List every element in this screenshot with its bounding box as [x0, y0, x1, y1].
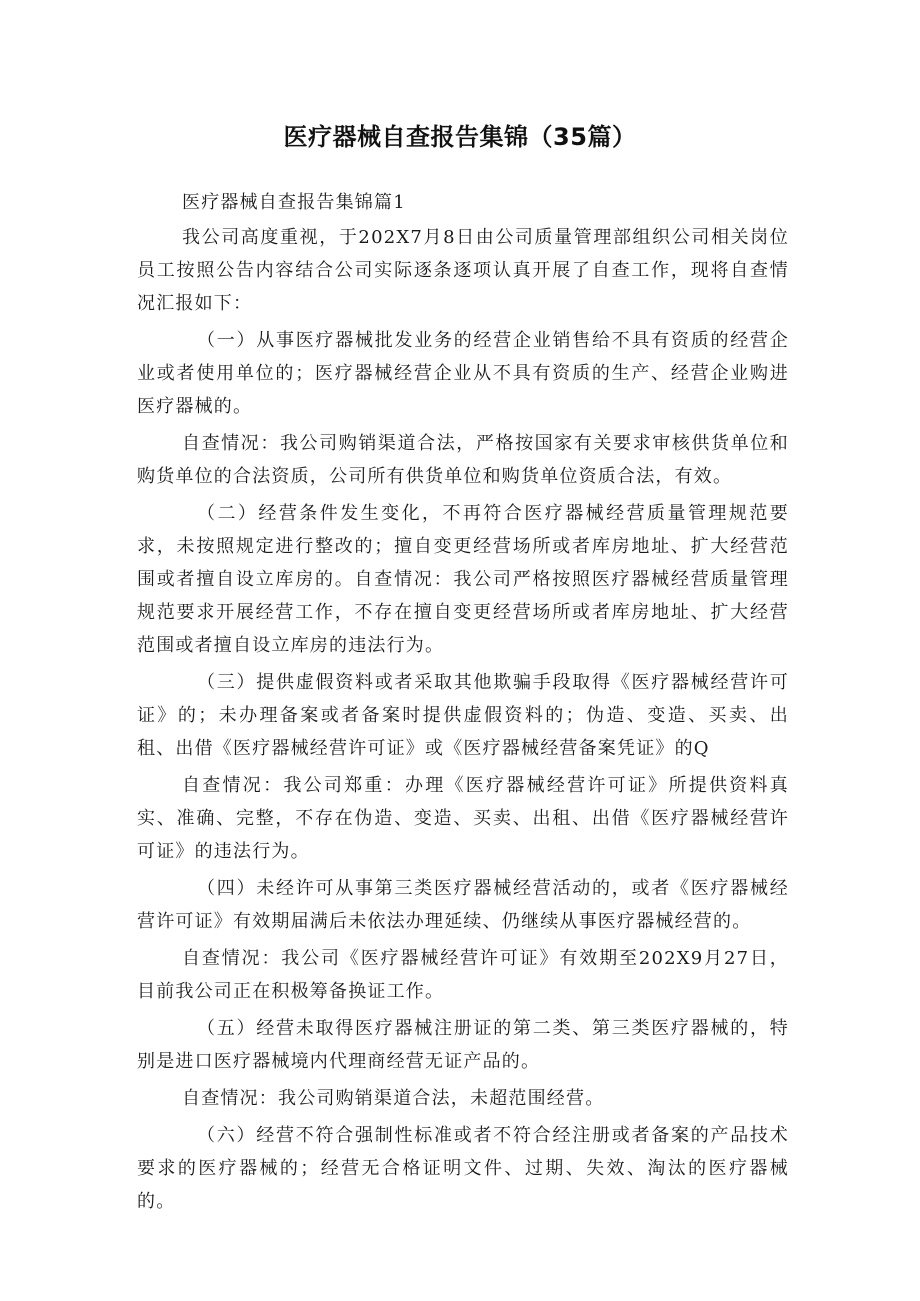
paragraph-item-3: （三）提供虚假资料或者采取其他欺骗手段取得《医疗器械经营许可证》的；未办理备案或者备案时提供虚假资料的；伪造、变造、买卖、出租、出借《医疗器械经营许可证》或《医疗器械经营备案凭证》的Q: [137, 672, 789, 759]
paragraph-check-3: 自查情况：我公司郑重：办理《医疗器械经营许可证》所提供资料真实、准确、完整，不存在伪造、变造、买卖、出租、出借《医疗器械经营许可证》的违法行为。: [137, 775, 789, 862]
paragraph-intro: 我公司高度重视，于202X7月8日由公司质量管理部组织公司相关岗位员工按照公告内容结合公司实际逐条逐项认真开展了自查工作，现将自查情况汇报如下：: [137, 227, 789, 314]
paragraph-check-4: 自查情况：我公司《医疗器械经营许可证》有效期至202X9月27日，目前我公司正在积极筹备换证工作。: [137, 948, 789, 1002]
paragraph-item-6: （六）经营不符合强制性标准或者不符合经注册或者备案的产品技术要求的医疗器械的；经营无合格证明文件、过期、失效、淘汰的医疗器械的。: [137, 1125, 789, 1212]
paragraph-check-1: 自查情况：我公司购销渠道合法，严格按国家有关要求审核供货单位和购货单位的合法资质，公司所有供货单位和购货单位资质合法，有效。: [137, 433, 789, 487]
section-heading: 医疗器械自查报告集锦篇1: [182, 192, 406, 213]
paragraph-item-4: （四）未经许可从事第三类医疗器械经营活动的，或者《医疗器械经营许可证》有效期届满后未依法办理延续、仍继续从事医疗器械经营的。: [137, 878, 789, 932]
document-title: 医疗器械自查报告集锦（35篇）: [283, 123, 637, 151]
paragraph-item-5: （五）经营未取得医疗器械注册证的第二类、第三类医疗器械的，特别是进口医疗器械境内代理商经营无证产品的。: [137, 1018, 789, 1072]
paragraph-item-1: （一）从事医疗器械批发业务的经营企业销售给不具有资质的经营企业或者使用单位的；医疗器械经营企业从不具有资质的生产、经营企业购进医疗器械的。: [137, 330, 789, 417]
paragraph-item-2: （二）经营条件发生变化，不再符合医疗器械经营质量管理规范要求，未按照规定进行整改的；擅自变更经营场所或者库房地址、扩大经营范围或者擅自设立库房的。自查情况：我公司严格按照医疗器械经营质量管理规范要求开展经营工作，不存在擅自变更经营场所或者库房地址、扩大经营范围或者擅自设立库房的违法行为。: [137, 503, 789, 656]
paragraph-check-5: 自查情况：我公司购销渠道合法，未超范围经营。: [182, 1088, 605, 1109]
document-body: [137, 186, 789, 1222]
